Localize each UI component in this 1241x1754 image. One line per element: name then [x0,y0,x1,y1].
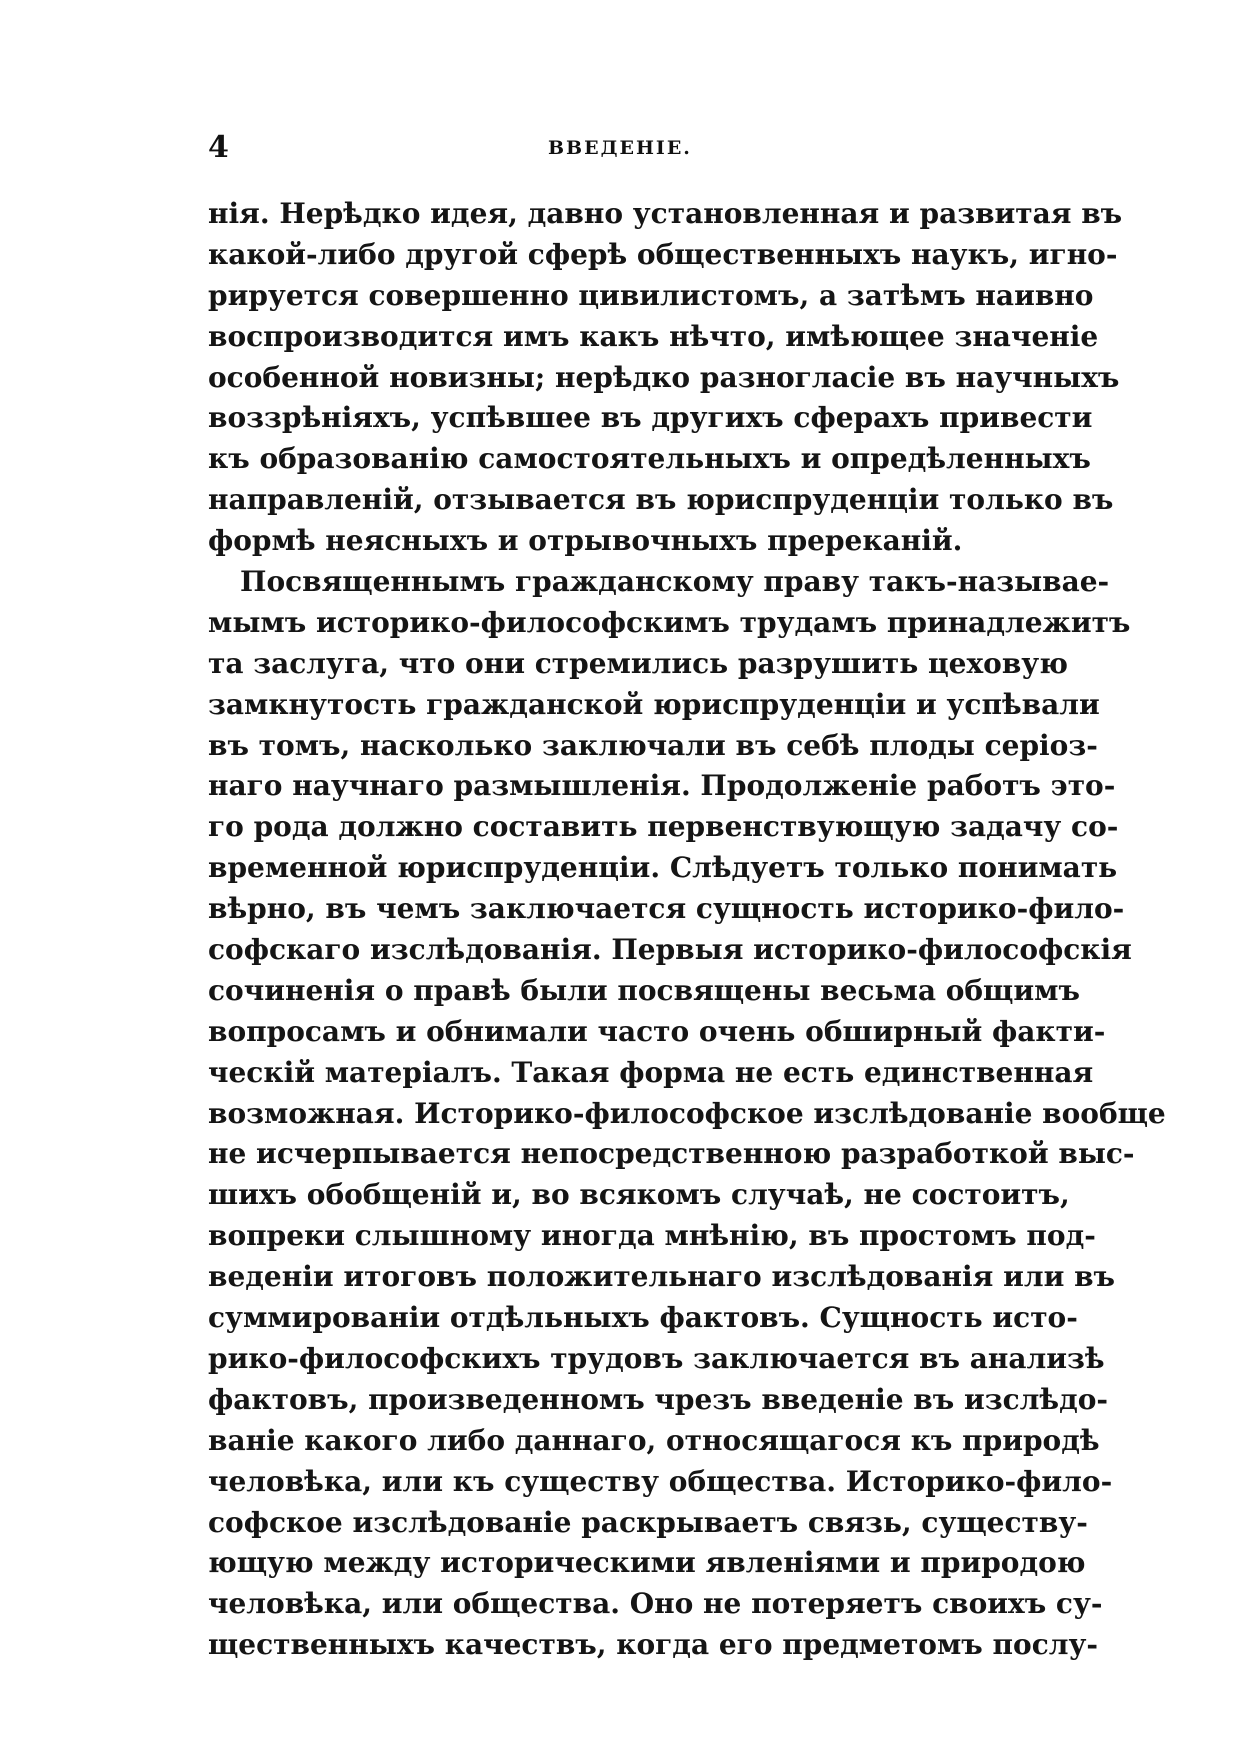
text-line: человѣка, или къ существу общества. Историко-фило- [208,1464,1113,1498]
text-line: воззрѣніяхъ, успѣвшее въ другихъ сферахъ привести [208,401,1093,435]
text-line: сочиненія о правѣ были посвящены весьма общимъ [208,973,1080,1007]
text-line: не исчерпывается непосредственною разработкой выс- [208,1137,1135,1171]
text-line: Посвященнымъ гражданскому праву такъ-называе- [240,565,1110,599]
paragraph [208,194,1123,562]
text-line: рируется совершенно цивилистомъ, а затѣмъ наивно [208,278,1094,312]
text-line: вѣрно, въ чемъ заключается сущность историко-фило- [208,892,1125,926]
text-line: суммированіи отдѣльныхъ фактовъ. Сущность исто- [208,1301,1078,1335]
text-line: фактовъ, произведенномъ чрезъ введеніе въ изслѣдо- [208,1382,1109,1416]
page-header [208,128,1048,168]
text-line: направленій, отзывается въ юриспруденціи только въ [208,483,1114,517]
text-line: рико-философскихъ трудовъ заключается въ анализѣ [208,1341,1105,1375]
text-line: замкнутость гражданской юриспруденціи и успѣвали [208,687,1100,721]
text-line: веденіи итоговъ положительнаго изслѣдованія или въ [208,1260,1116,1294]
page-number: 4 [208,130,229,165]
text-line: шихъ обобщеній и, во всякомъ случаѣ, не состоитъ, [208,1178,1070,1212]
text-line: временной юриспруденціи. Слѣдуетъ только понимать [208,851,1118,885]
text-line: вопреки слышному иногда мнѣнію, въ простомъ под- [208,1219,1096,1253]
text-line: ческій матеріалъ. Такая форма не есть единственная [208,1055,1094,1089]
text-line: та заслуга, что они стремились разрушить цеховую [208,646,1068,680]
text-line: ющую между историческими явленіями и природою [208,1546,1086,1580]
text-line: наго научнаго размышленія. Продолженіе работъ это- [208,769,1116,803]
text-line: щественныхъ качествъ, когда его предметомъ послу- [208,1628,1099,1662]
text-line: формѣ неясныхъ и отрывочныхъ пререканій. [208,524,963,558]
running-head: ВВЕДЕНІЕ. [548,137,692,159]
text-line: какой-либо другой сферѣ общественныхъ наукъ, игно- [208,237,1118,271]
text-line: возможная. Историко-философское изслѣдованіе вообще [208,1096,1166,1130]
text-line: ваніе какого либо даннаго, относящагося къ природѣ [208,1423,1100,1457]
text-line: го рода должно составить первенствующую задачу со- [208,810,1119,844]
text-line: мымъ историко-философскимъ трудамъ принадлежитъ [208,605,1131,639]
text-line: нія. Нерѣдко идея, давно установленная и развитая въ [208,197,1123,230]
body-text [208,194,1166,1666]
text-line: человѣка, или общества. Оно не потеряетъ своихъ су- [208,1587,1103,1621]
text-line: воспроизводится имъ какъ нѣчто, имѣющее значеніе [208,319,1099,353]
text-line: софское изслѣдованіе раскрываетъ связь, существу- [208,1505,1088,1539]
text-line: софскаго изслѣдованія. Первыя историко-философскія [208,933,1132,967]
text-line: особенной новизны; нерѣдко разногласіе въ научныхъ [208,360,1120,394]
text-line: къ образованію самостоятельныхъ и опредѣленныхъ [208,442,1091,476]
text-line: вопросамъ и обнимали часто очень обширный факти- [208,1014,1106,1048]
text-line: въ томъ, насколько заключали въ себѣ плоды серіоз- [208,728,1098,762]
paragraph [208,562,1166,1666]
